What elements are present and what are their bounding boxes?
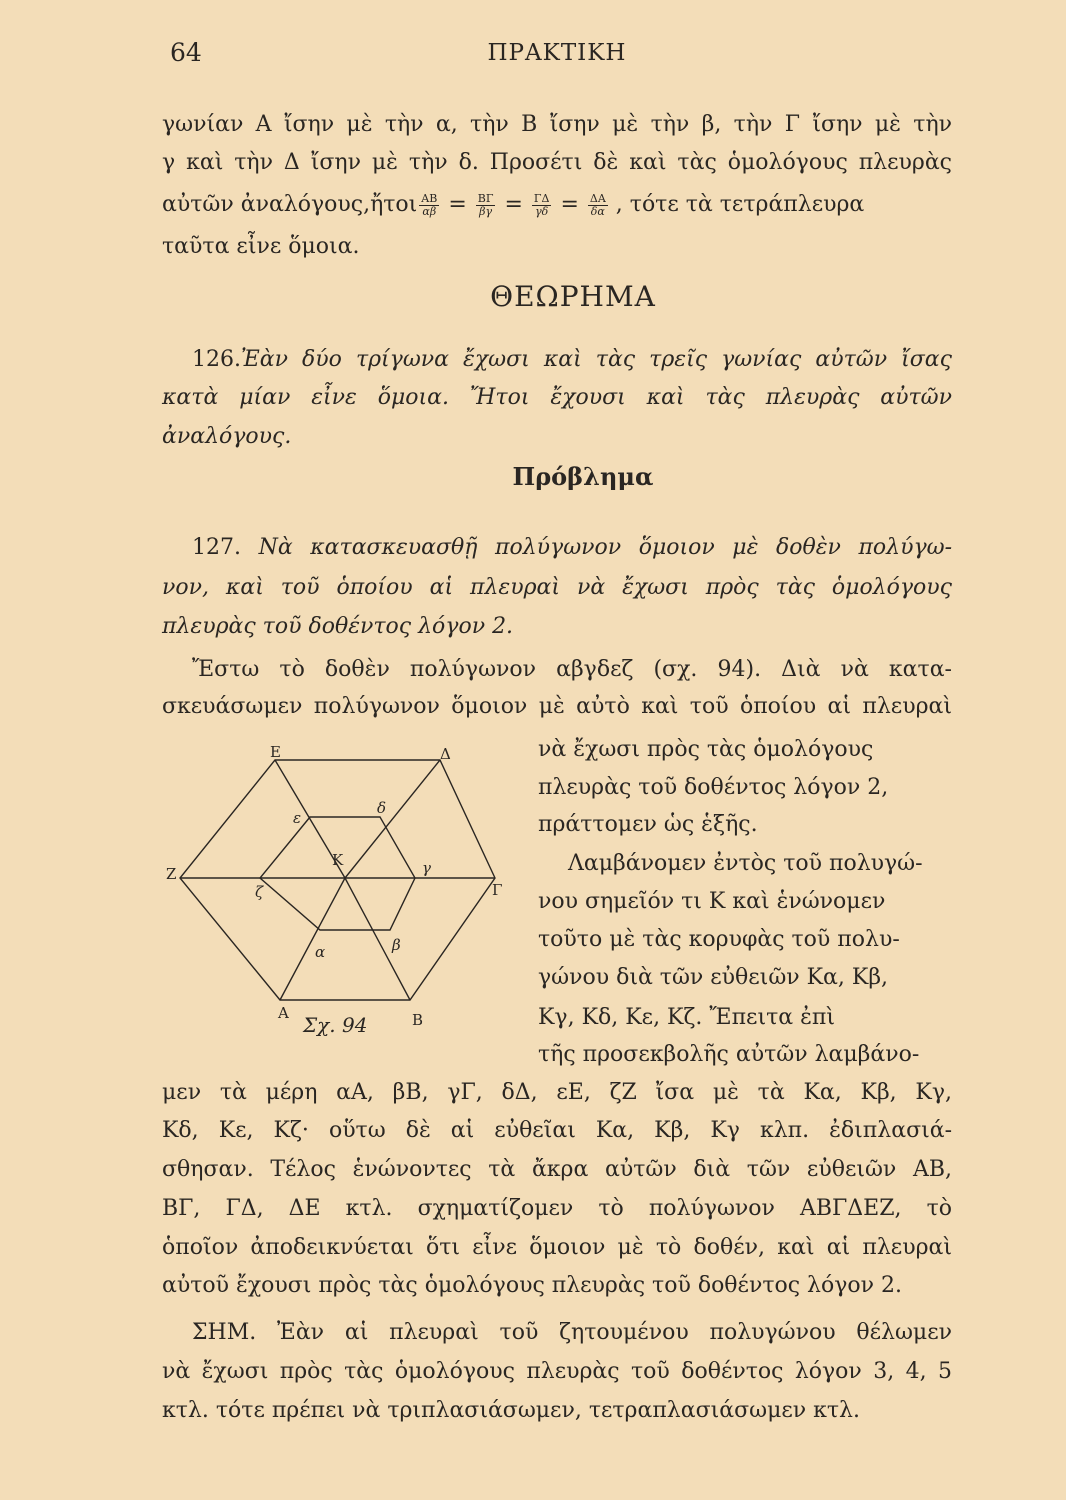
text-line: Ἔστω τὸ δοθὲν πολύγωνον αβγδεζ (σχ. 94). Διὰ νὰ κατα-: [192, 657, 952, 682]
label-z: ζ: [255, 883, 264, 901]
line-KA: [280, 878, 345, 1000]
text-line: Κγ, Κδ, Κε, Κζ. Ἔπειτα ἐπὶ: [538, 1005, 835, 1030]
label-D: Δ: [440, 745, 451, 763]
text-line: τῆς προσεκβολῆς αὐτῶν λαμβάνο-: [538, 1042, 920, 1067]
fraction: [532, 193, 552, 218]
text-line: γωνίαν Α ἴσην μὲ τὴν α, τὴν Β ἴσην μὲ τὴν β, τὴν Γ ἴσην μὲ τὴν: [162, 112, 952, 137]
fraction: [419, 193, 439, 218]
fraction-denominator: αβ: [422, 204, 437, 218]
text-line: γώνου διὰ τῶν εὐθειῶν Κα, Κβ,: [538, 965, 889, 990]
page-header: [162, 38, 942, 78]
fraction: [476, 193, 496, 218]
problem-number: 127.: [192, 535, 241, 560]
problem-line: πλευρὰς τοῦ δοθέντος λόγον 2.: [162, 614, 514, 639]
inner-polygon: [260, 817, 415, 930]
text-fragment: αὐτῶν ἀναλόγους,ἤτοι: [162, 192, 418, 217]
text-line: πράττομεν ὡς ἑξῆς.: [538, 812, 758, 837]
theorem-line: ἀναλόγους.: [162, 424, 292, 449]
text-line: νου σημεῖόν τι Κ καὶ ἑνώνομεν: [538, 889, 886, 914]
text-line: σκευάσωμεν πολύγωνον ὅμοιον μὲ αὐτὸ καὶ τοῦ ὁποίου αἱ πλευραὶ: [162, 694, 952, 719]
fraction-numerator: ΔΑ: [589, 191, 606, 205]
fraction-numerator: ΓΔ: [533, 191, 550, 205]
text-fragment: , τότε τὰ τετράπλευρα: [615, 192, 865, 217]
page-number: 64: [170, 38, 202, 67]
text-line: νὰ ἔχωσι πρὸς τὰς ὁμολόγους: [538, 737, 874, 762]
text-line: Κδ, Κε, Κζ· οὕτω δὲ αἱ εὐθεῖαι Κα, Κβ, Κγ κλπ. ἐδιπλασιά-: [162, 1118, 952, 1143]
text-line: πλευρὰς τοῦ δοθέντος λόγον 2,: [538, 775, 889, 800]
theorem-title: ΘΕΩΡΗΜΑ: [490, 280, 656, 313]
label-G: Γ: [492, 881, 503, 899]
label-b: β: [392, 936, 401, 954]
text-line: αὐτοῦ ἔχουσι πρὸς τὰς ὁμολόγους πλευρὰς τοῦ δοθέντος λόγον 2.: [162, 1273, 902, 1298]
fraction-denominator: βγ: [479, 204, 493, 218]
label-d: δ: [377, 799, 387, 817]
label-E: Ε: [270, 745, 281, 761]
outer-polygon: [180, 760, 495, 1000]
fraction-denominator: γδ: [535, 204, 549, 218]
theorem-number: 126.: [192, 347, 241, 372]
theorem-line: κατὰ μίαν εἶνε ὅμοια. Ἤτοι ἔχουσι καὶ τὰς πλευρὰς αὐτῶν: [162, 385, 952, 410]
label-K: Κ: [332, 851, 344, 869]
text-line: Λαμβάνομεν ἐντὸς τοῦ πολυγώ-: [568, 851, 923, 876]
problem-line: [162, 533, 952, 563]
fraction: [588, 193, 608, 218]
problem-line: νον, καὶ τοῦ ὁποίου αἱ πλευραὶ νὰ ἔχωσι πρὸς τὰς ὁμολόγους: [162, 575, 952, 600]
ratio-line: αὐτῶν ἀναλόγους,ἤτοι $\frac{AB}{\alpha\beta}$ = $\frac{B\Gamma}{\beta\gamma}$ = $\frac{\Gamma\Delta}{\gamma\delta}$ = $\frac{\Delta A}{\delta\alpha}$ , τότε τὰ τετράπλευρα: [162, 191, 865, 218]
label-e: ε: [293, 809, 302, 827]
note-line: ΣΗΜ. Ἐὰν αἱ πλευραὶ τοῦ ζητουμένου πολυγώνου θέλωμεν: [192, 1320, 952, 1345]
text-line: ταῦτα εἶνε ὅμοια.: [162, 234, 360, 259]
fraction-denominator: δα: [590, 204, 605, 218]
figure-caption: Σχ. 94: [303, 1013, 368, 1037]
theorem-line: [162, 345, 952, 375]
label-g: γ: [422, 859, 431, 877]
fraction-numerator: ΑΒ: [421, 191, 438, 205]
text-line: ὁποῖον ἀποδεικνύεται ὅτι εἶνε ὅμοιον μὲ τὸ δοθέν, καὶ αἱ πλευραὶ: [162, 1235, 952, 1260]
text-line: μεν τὰ μέρη αΑ, βΒ, γΓ, δΔ, εΕ, ζΖ ἴσα μὲ τὰ Κα, Κβ, Κγ,: [162, 1080, 952, 1105]
theorem-text: Ἐὰν δύο τρίγωνα ἔχωσι καὶ τὰς τρεῖς γωνίας αὐτῶν ἴσας: [240, 347, 952, 372]
label-a: α: [315, 943, 326, 961]
problem-title: Πρόβλημα: [512, 462, 654, 491]
fraction-numerator: ΒΓ: [477, 191, 494, 205]
note-line: νὰ ἔχωσι πρὸς τὰς ὁμολόγους πλευρὰς τοῦ δοθέντος λόγον 3, 4, 5: [162, 1359, 952, 1384]
label-A: Α: [278, 1004, 289, 1022]
label-B: Β: [412, 1011, 424, 1029]
problem-text: Νὰ κατασκευασθῇ πολύγωνον ὅμοιον μὲ δοθὲν πολύγω-: [258, 535, 953, 560]
text-line: σθησαν. Τέλος ἑνώνοντες τὰ ἄκρα αὐτῶν διὰ τῶν εὐθειῶν ΑΒ,: [162, 1157, 952, 1182]
running-head: ΠΡΑΚΤΙΚΗ: [487, 40, 627, 66]
figure-94-diagram: [160, 745, 530, 1045]
text-line: τοῦτο μὲ τὰς κορυφὰς τοῦ πολυ-: [538, 927, 900, 952]
label-Z: Ζ: [166, 865, 177, 883]
text-line: ΒΓ, ΓΔ, ΔΕ κτλ. σχηματίζομεν τὸ πολύγωνον ΑΒΓΔΕΖ, τὸ: [162, 1196, 952, 1221]
note-line: κτλ. τότε πρέπει νὰ τριπλασιάσωμεν, τετραπλασιάσωμεν κτλ.: [162, 1398, 860, 1423]
text-line: γ καὶ τὴν Δ ἴσην μὲ τὴν δ. Προσέτι δὲ καὶ τὰς ὁμολόγους πλευρὰς: [162, 150, 952, 175]
